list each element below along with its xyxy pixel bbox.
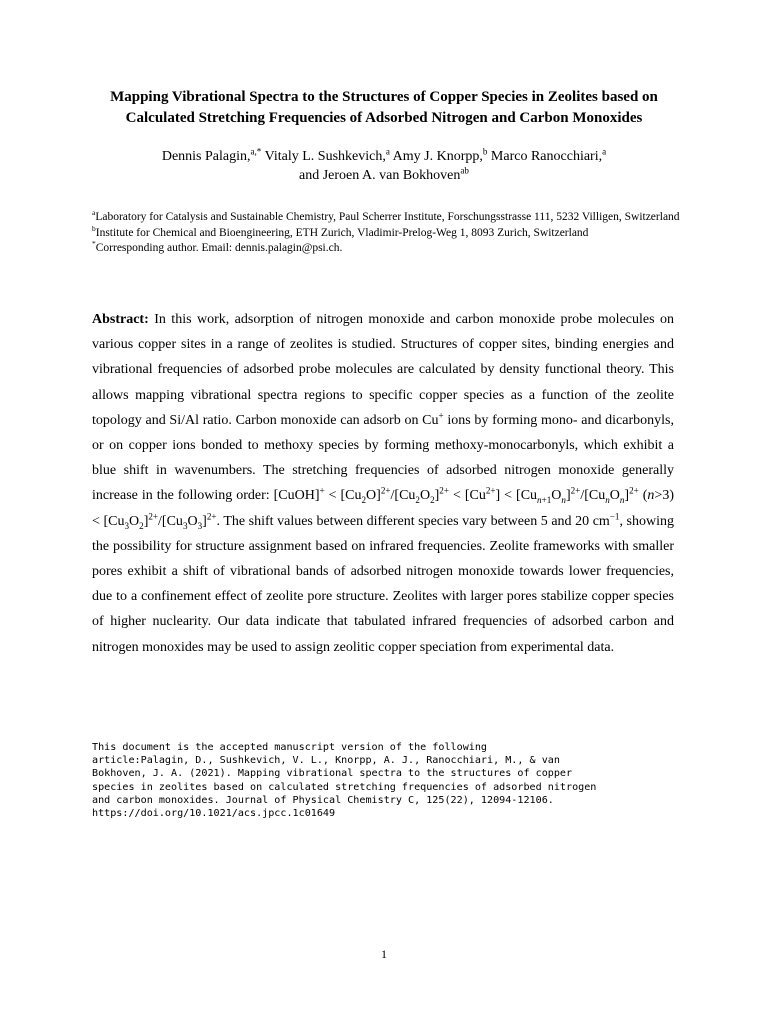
affiliation-mark: b [482,146,488,157]
manuscript-note: This document is the accepted manuscript version of the following article:Palagin, D., Sushkevich, V. L., Knorpp, A. J., Ranocchiari, M., & van Bokhoven, J. A. (2021). Mapping vibrational spectra to the structures of copper species in zeolites based on calculated stretching frequencies of adsorbed nitrogen and carbon monoxides. Journal of Physical Chemistry C, 125(22), 12094-12106. https://doi.org/10.1021/acs.jpcc.1c01649 [92,742,597,820]
abstract-text: The shift values between different species vary between 5 and 20 cm [220,513,610,529]
affiliation-a [92,210,682,226]
affiliation-mark: * [92,239,96,249]
charge-superscript: + [438,410,444,421]
author-name: Amy J. Knorpp, [389,149,483,164]
author-list [80,147,688,185]
affiliation-mark: a [385,146,390,157]
affiliation-text: Institute for Chemical and Bioengineering, ETH Zurich, Vladimir-Prelog-Weg 1, 8093 Zurich, Switzerland [95,226,589,239]
abstract-text: In this work, adsorption of nitrogen monoxide and carbon monoxide probe molecules on various copper sites in a range of zeolites is studied. Structures of copper sites, binding energies and vibrational frequencies of adsorbed probe molecules are calculated by density functional theory. This allows mapping vibrational spectra regions to specific copper species as a function of the zeolite topology and Si/Al ratio. Carbon monoxide can adsorb on Cu [92,312,674,428]
page-number: 1 [381,947,387,961]
corresponding-author [92,241,682,257]
affiliation-mark: a,* [250,146,262,157]
author-name: Dennis Palagin, [161,149,251,164]
affiliation-b [92,223,682,242]
abstract-text: ions by forming mono- and dicarbonyls, or on copper ions bonded to methoxy species by forming methoxy-monocarbonyls, which exhibit a blue shift in wavenumbers. The stretching frequencies of adsorbed nitrogen monoxide generally increase in the following order: [CuOH] [92,412,674,504]
affiliation-mark: b [92,223,96,233]
paper-title: Mapping Vibrational Spectra to the Structures of Copper Species in Zeolites based on Calculated Stretching Frequencies of Adsorbed Nitrogen and Carbon Monoxides [110,89,658,126]
affiliation-text: Corresponding author. Email: dennis.palagin@psi.ch. [95,242,343,254]
unit-exponent: −1 [609,510,620,521]
affiliation-text: Laboratory for Catalysis and Sustainable Chemistry, Paul Scherrer Institute, Forschungsstrasse 111, 5232 Villigen, Switzerland [95,211,680,223]
author-name: and Jeroen A. van Bokhoven [299,168,461,183]
affiliation-mark: a [92,208,96,218]
abstract: Abstract: In this work, adsorption of nitrogen monoxide and carbon monoxide probe molecules on various copper sites in a range of zeolites is studied. Structures of copper sites, binding energies and vibrational frequencies of adsorbed probe molecules are calculated by density functional theory. This allows mapping vibrational spectra regions to specific copper species as a function of the zeolite topology and Si/Al ratio. Carbon monoxide can adsorb on Cu+ ions by forming mono- and dicarbonyls, or on copper ions bonded to methoxy species by forming methoxy-monocarbonyls, which exhibit a blue shift in wavenumbers. The stretching frequencies of adsorbed nitrogen monoxide generally increase in the following order: [CuOH]+ < $[Cu_2O]^{2+}/[Cu_2O_2]^{2+} < [Cu^{2+}] < [Cu_{n+1}O_n]^{2+}/[Cu_nO_n]^{2+}$ $(n>3) < [Cu_3O_2]^{2+}/[Cu_3O_3]^{2+}$. The shift values between different species vary between 5 and 20 $cm^{-1}$, showing the possibility for structure assignment based on infrared frequencies. Zeolite frameworks with smaller pores exhibit a shift of vibrational bands of adsorbed nitrogen monoxide towards lower frequencies, due to a confinement effect of zeolite pore structure. Zeolites with larger pores stabilize copper species of higher nuclearity. Our data indicate that tabulated infrared frequencies of adsorbed carbon and nitrogen monoxides may be used to assign zeolitic copper speciation from experimental data. [92,312,674,655]
affiliations [92,210,682,257]
abstract-text: , showing the possibility for structure assignment based on infrared frequencies. Zeolite frameworks with smaller pores exhibit a shift of vibrational bands of adsorbed nitrogen monoxide towards lower frequencies, due to a confinement effect of zeolite pore structure. Zeolites with larger pores stabilize copper species of higher nuclearity. Our data indicate that tabulated infrared frequencies of adsorbed carbon and nitrogen monoxides may be used to assign zeolitic copper speciation from experimental data. [92,513,674,655]
affiliation-mark: a [602,146,607,157]
affiliation-mark: ab [460,165,469,176]
author-name: Vitaly L. Sushkevich, [261,149,386,164]
abstract-label: Abstract: [92,312,149,327]
author-name: Marco Ranocchiari, [487,149,603,164]
